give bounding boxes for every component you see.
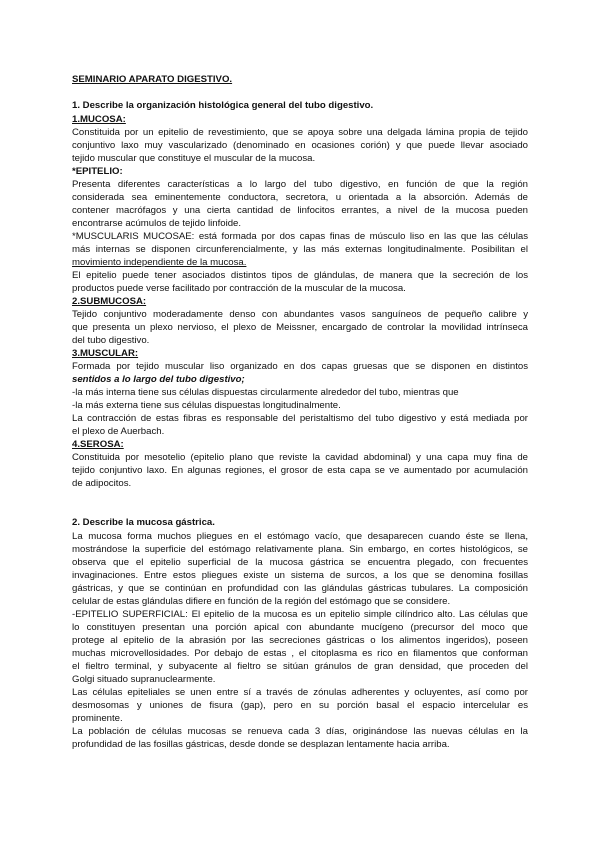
muscular-line: el plexo de Auerbach. (72, 426, 165, 437)
gastric-epitelio-line: el fieltro terminal, y subyacente al fieltro se sitúan gránulos de gran densidad, que proceden del (72, 661, 528, 672)
gastric-intro-line: La mucosa forma muchos pliegues en el estómago vacío, que desaparecen cuando éste se llena, (72, 531, 528, 542)
mucosa-line: conjuntivo laxo muy vascularizado (denominado en ocasiones corión) y que puede llevar asociado (72, 140, 528, 151)
serosa-line: Constituida por mesotelio (epitelio plano que reviste la cavidad abdominal) y una capa muy fina de (72, 452, 528, 463)
submucosa-line: Tejido conjuntivo moderadamente denso con abundantes vasos sanguíneos de pequeño calibre y (72, 309, 528, 320)
muscularis-line: *MUSCULARIS MUCOSAE: está formada por dos capas finas de músculo liso en las que las células (72, 231, 528, 242)
gastric-epitelio-line: lo constituyen presentan una porción apical con abundante mucígeno (precursor del moco que (72, 622, 528, 633)
gastric-intro-line: observa que el epitelio superficial de la mucosa gástrica se encuentra plegado, con frecuentes (72, 557, 528, 568)
submucosa-heading: 2.SUBMUCOSA: (72, 296, 147, 307)
gastric-intro-line: celular de estas glándulas difiere en función de la región del estómago que se considere. (72, 596, 451, 607)
gastric-intro-line: mostrándose la superficie del estómago relativamente plana. Sin embargo, en cortes histológicos, se (72, 544, 528, 555)
question-2-heading: 2. Describe la mucosa gástrica. (72, 517, 215, 528)
document-title: SEMINARIO APARATO DIGESTIVO. (72, 74, 233, 85)
mucosa-line: Constituida por un epitelio de revestimiento, que se apoya sobre una delgada lámina propia de tejido (72, 127, 528, 138)
muscularis-line: El epitelio puede tener asociados distintos tipos de glándulas, de manera que la secreción de los (72, 270, 528, 281)
muscularis-line: movimiento independiente de la mucosa. (72, 257, 247, 268)
gastric-intro-line: invaginaciones. Entre estos pliegues existe un sistema de surcos, a los que se denomina fosillas (72, 570, 528, 581)
muscular-heading: 3.MUSCULAR: (72, 348, 139, 359)
gastric-epitelio-line: protege al epitelio de la abrasión por las secreciones gástricas o los alimentos ingeridos), poseen (72, 635, 528, 646)
muscular-line: -la más interna tiene sus células dispuestas circularmente alrededor del tubo, mientras que (72, 387, 459, 398)
muscularis-line: más internas se disponen circunferencialmente, y las más externas longitudinalmente. Posibilitan el (72, 244, 528, 255)
muscularis-line: productos puede verse facilitado por contracción de la muscular de la mucosa. (72, 283, 406, 294)
epitelio-line: encontrarse acúmulos de tejido linfoide. (72, 218, 242, 229)
gastric-epitelio-line: muchas microvellosidades. Por debajo de estas , el citoplasma es rico en filamentos que conforman (72, 648, 528, 659)
muscular-line: sentidos a lo largo del tubo digestivo; (72, 374, 245, 385)
muscular-line: Formada por tejido muscular liso organizado en dos capas gruesas que se disponen en distintos (72, 361, 528, 372)
gastric-intro-line: gástricas, y que se continúan en profundidad con las glándulas gástricas tubulares. La composición (72, 583, 528, 594)
gastric-epitelio-line: Golgi situado supranuclearmente. (72, 674, 216, 685)
gastric-union-line: prominente. (72, 713, 123, 724)
muscular-line: -la más externa tiene sus células dispuestas longitudinalmente. (72, 400, 341, 411)
epitelio-heading: *EPITELIO: (72, 166, 123, 177)
mucosa-heading: 1.MUCOSA: (72, 114, 126, 125)
gastric-renewal-line: La población de células mucosas se renueva cada 3 días, originándose las nuevas células en la (72, 726, 528, 737)
serosa-heading: 4.SEROSA: (72, 439, 124, 450)
gastric-renewal-line: profundidad de las fosillas gástricas, desde donde se desplazan lentamente hacia arriba. (72, 739, 450, 750)
epitelio-line: Presenta diferentes características a lo largo del tubo digestivo, en función de que la región (72, 179, 528, 190)
mucosa-line: tejido muscular que constituye el muscular de la mucosa. (72, 153, 316, 164)
epitelio-line: considerada sea eminentemente conductora, secretora, u orientada a la absorción. Además de (72, 192, 528, 203)
submucosa-line: que presenta un plexo nervioso, el plexo de Meissner, encargado de controlar la movilidad intrínseca (72, 322, 528, 333)
muscular-line: La contracción de estas fibras es responsable del peristaltismo del tubo digestivo y está mediada por (72, 413, 528, 424)
epitelio-line: contener macrófagos y una cierta cantidad de linfocitos errantes, a nivel de la mucosa pueden (72, 205, 528, 216)
question-1-heading: 1. Describe la organización histológica general del tubo digestivo. (72, 100, 374, 111)
serosa-line: de adipocitos. (72, 478, 132, 489)
gastric-epitelio-line: -EPITELIO SUPERFICIAL: El epitelio de la mucosa es un epitelio simple cilíndrico alto. Las células que (72, 609, 528, 620)
gastric-union-line: Las células epiteliales se unen entre sí a través de zónulas adherentes y ocluyentes, así como por (72, 687, 528, 698)
submucosa-line: del tubo digestivo. (72, 335, 150, 346)
serosa-line: tejido conjuntivo laxo. En algunas regiones, el grosor de esta capa se ve aumentado por acumulación (72, 465, 528, 476)
gastric-union-line: desmosomas y uniones de fisura (gap), pero en su porción basal el espacio intercelular es (72, 700, 528, 711)
